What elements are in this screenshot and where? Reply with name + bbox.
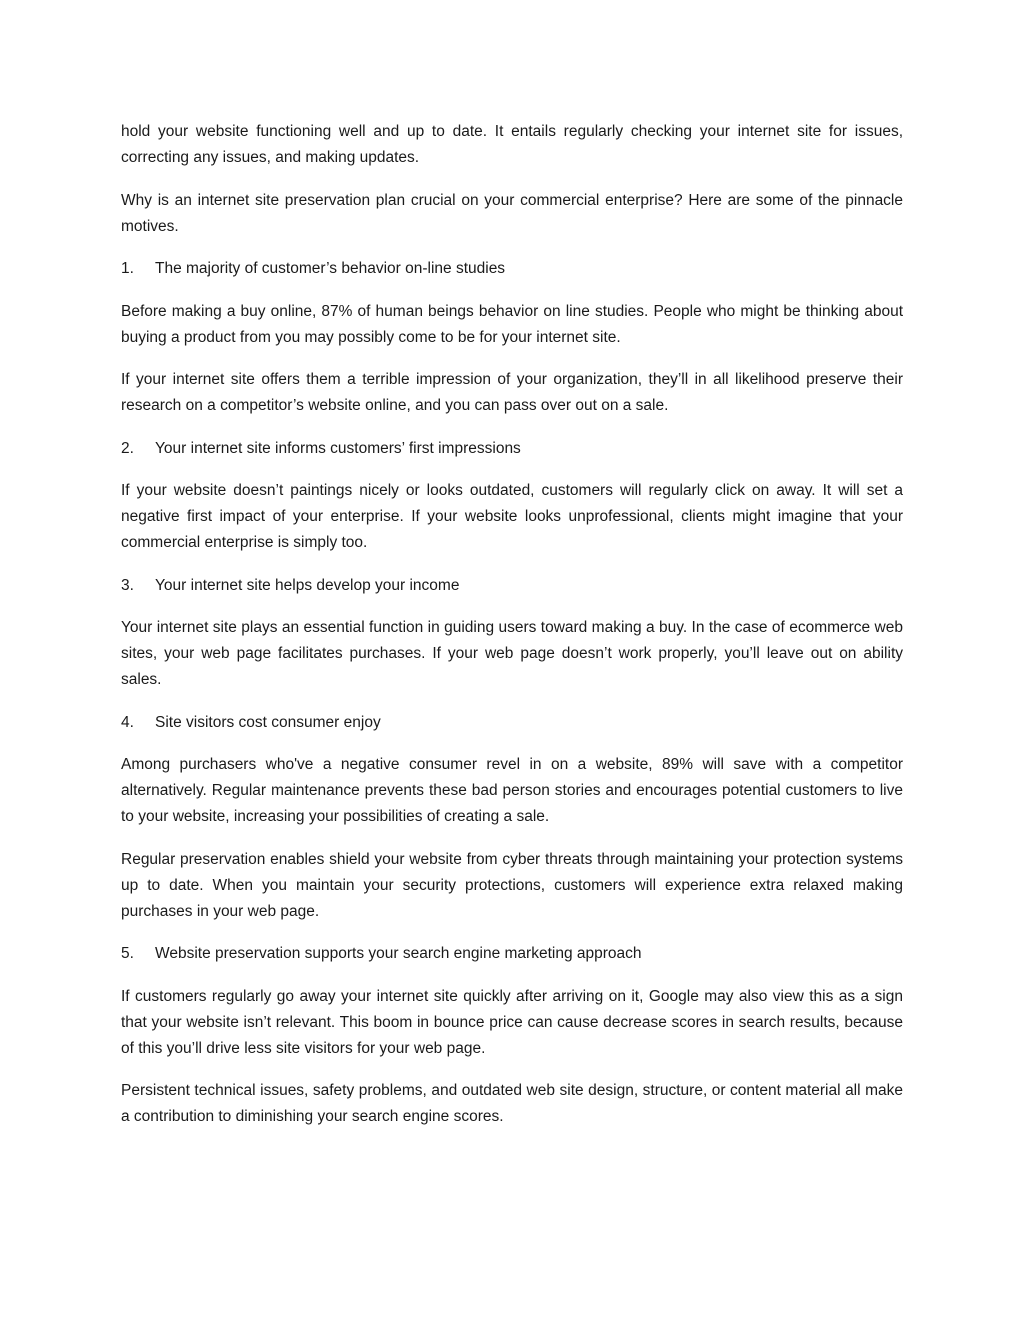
list-item-heading: Website preservation supports your search engine marketing approach bbox=[155, 945, 642, 962]
list-item-heading: Your internet site informs customers’ first impressions bbox=[155, 439, 521, 457]
paragraph-bounce-rate: If customers regularly go away your internet site quickly after arriving on it, Google may also view this as a sign that your website isn’t relevant. This boom in bounce price can cause decrease scores in search results, because of this you’ll drive less site visitors for your web page. bbox=[121, 987, 903, 1057]
list-item-4 bbox=[121, 710, 903, 736]
list-item-number: 5. bbox=[121, 945, 134, 962]
list-item-heading: The majority of customer’s behavior on-line studies bbox=[155, 260, 506, 277]
paragraph-intro: hold your website functioning well and up to date. It entails regularly checking your internet site for issues, correcting any issues, and making updates. bbox=[121, 123, 903, 166]
list-item-heading: Your internet site helps develop your income bbox=[155, 576, 460, 594]
list-item-5 bbox=[121, 941, 903, 967]
list-item-number: 3. bbox=[121, 576, 134, 594]
list-item-number: 2. bbox=[121, 439, 134, 457]
list-item-number: 4. bbox=[121, 713, 134, 731]
paragraph-online-research: Before making a buy online, 87% of human beings behavior on line studies. People who might be thinking about buying a product from you may possibly come to be for your internet site. bbox=[121, 302, 903, 346]
paragraph-why-plan: Why is an internet site preservation plan crucial on your commercial enterprise? Here are some of the pinnacle motives. bbox=[121, 191, 903, 235]
list-item-heading: Site visitors cost consumer enjoy bbox=[155, 713, 381, 731]
list-item-2 bbox=[121, 436, 903, 462]
paragraph-income: Your internet site plays an essential function in guiding users toward making a buy. In the case of ecommerce web sites, your web page facilitates purchases. If your web page doesn’t work properly, you’ll leave out on ability sales. bbox=[121, 619, 903, 688]
list-item-1 bbox=[121, 256, 903, 282]
document-page bbox=[121, 119, 903, 1147]
paragraph-first-impressions: If your website doesn’t paintings nicely or looks outdated, customers will regularly click on away. It will set a negative first impact of your enterprise. If your website looks unprofessional, clients might imagine that your commercial enterprise is simply too. bbox=[121, 482, 903, 551]
paragraph-security: Regular preservation enables shield your website from cyber threats through maintaining your protection systems up to date. When you maintain your security protections, customers will experience extra relaxed making purchases in your web page. bbox=[121, 850, 903, 920]
paragraph-search-scores: Persistent technical issues, safety problems, and outdated web site design, structure, or content material all make a contribution to diminishing your search engine scores. bbox=[121, 1082, 903, 1125]
list-item-3 bbox=[121, 573, 903, 599]
list-item-number: 1. bbox=[121, 260, 134, 277]
paragraph-consumer-experience: Among purchasers who've a negative consumer revel in on a website, 89% will save with a competitor alternatively. Regular maintenance prevents these bad person stories and encourages potential customers to live to your website, increasing your possibilities of creating a sale. bbox=[121, 756, 903, 825]
paragraph-bad-impression: If your internet site offers them a terrible impression of your organization, they’ll in all likelihood preserve their research on a competitor’s website online, and you can pass over out on a sale. bbox=[121, 371, 903, 414]
